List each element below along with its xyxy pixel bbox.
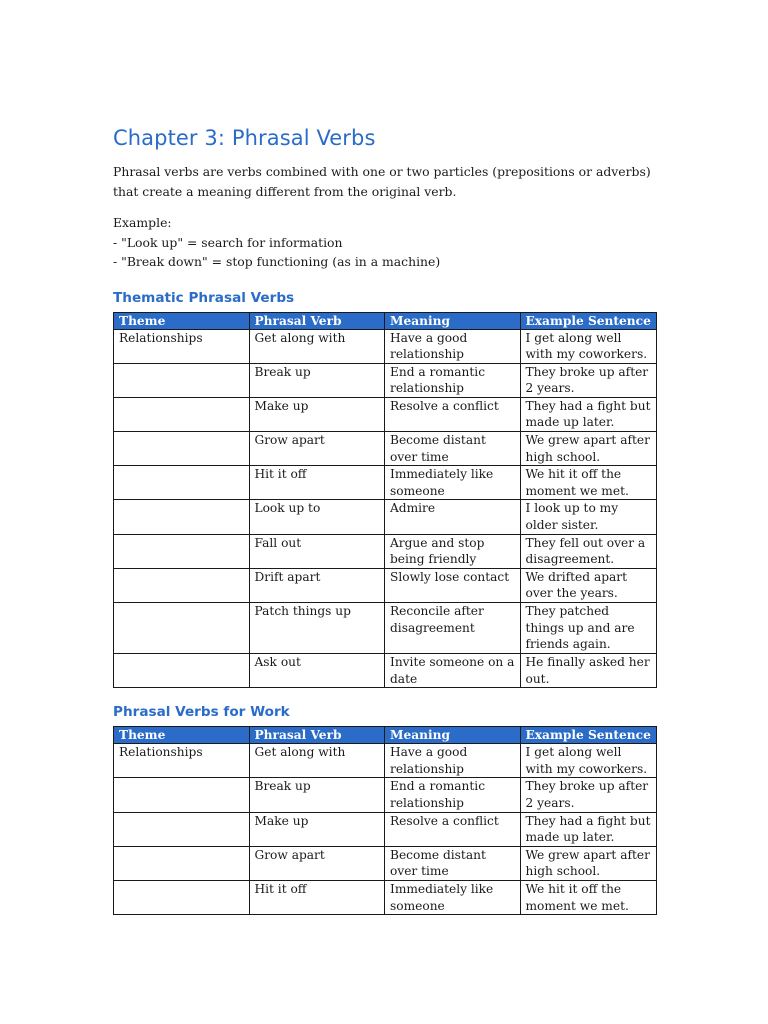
example-sentence-cell: They broke up after 2 years. <box>520 363 657 397</box>
example-sentence-cell: We grew apart after high school. <box>520 432 657 466</box>
phrasal-verb-cell: Fall out <box>249 534 385 568</box>
theme-cell <box>114 466 250 500</box>
phrasal-verb-cell: Break up <box>249 778 385 812</box>
table-header-row <box>114 312 657 329</box>
meaning-cell: End a romantic relationship <box>385 778 521 812</box>
example-sentence-cell: We hit it off the moment we met. <box>520 880 657 914</box>
example-sentence-cell: They patched things up and are friends again. <box>520 603 657 654</box>
example-block <box>113 213 656 272</box>
meaning-cell: Resolve a conflict <box>385 397 521 431</box>
meaning-cell: Have a good relationship <box>385 329 521 363</box>
example-sentence-cell: I look up to my older sister. <box>520 500 657 534</box>
column-header: Theme <box>114 312 250 329</box>
theme-cell <box>114 500 250 534</box>
phrasal-verb-cell: Drift apart <box>249 568 385 602</box>
table-header-row <box>114 727 657 744</box>
table-row <box>114 466 657 500</box>
example-line: - "Break down" = stop functioning (as in a machine) <box>113 254 441 269</box>
column-header: Meaning <box>385 312 521 329</box>
example-sentence-cell: We hit it off the moment we met. <box>520 466 657 500</box>
table-row <box>114 812 657 846</box>
thematic-phrasal-verbs-table <box>113 312 657 689</box>
theme-cell: Relationships <box>114 329 250 363</box>
column-header: Phrasal Verb <box>249 312 385 329</box>
example-sentence-cell: They broke up after 2 years. <box>520 778 657 812</box>
example-label: Example: <box>113 215 172 230</box>
meaning-cell: Invite someone on a date <box>385 654 521 688</box>
phrasal-verb-cell: Look up to <box>249 500 385 534</box>
table-row <box>114 397 657 431</box>
table-row <box>114 880 657 914</box>
section-heading-thematic: Thematic Phrasal Verbs <box>113 289 295 306</box>
work-phrasal-verbs-table <box>113 726 657 915</box>
theme-cell <box>114 654 250 688</box>
column-header: Phrasal Verb <box>249 727 385 744</box>
example-sentence-cell: I get along well with my coworkers. <box>520 744 657 778</box>
example-sentence-cell: They had a fight but made up later. <box>520 812 657 846</box>
phrasal-verb-cell: Grow apart <box>249 846 385 880</box>
theme-cell <box>114 397 250 431</box>
table-row <box>114 603 657 654</box>
theme-cell <box>114 846 250 880</box>
meaning-cell: Immediately like someone <box>385 880 521 914</box>
column-header: Meaning <box>385 727 521 744</box>
meaning-cell: Admire <box>385 500 521 534</box>
theme-cell: Relationships <box>114 744 250 778</box>
meaning-cell: End a romantic relationship <box>385 363 521 397</box>
table-row <box>114 568 657 602</box>
example-line: - "Look up" = search for information <box>113 234 343 250</box>
theme-cell <box>114 363 250 397</box>
meaning-cell: Reconcile after disagreement <box>385 603 521 654</box>
example-sentence-cell: They fell out over a disagreement. <box>520 534 657 568</box>
phrasal-verb-cell: Ask out <box>249 654 385 688</box>
table-row <box>114 846 657 880</box>
meaning-cell: Resolve a conflict <box>385 812 521 846</box>
phrasal-verb-cell: Get along with <box>249 744 385 778</box>
theme-cell <box>114 812 250 846</box>
meaning-cell: Become distant over time <box>385 432 521 466</box>
meaning-cell: Argue and stop being friendly <box>385 534 521 568</box>
table-row <box>114 329 657 363</box>
column-header: Theme <box>114 727 250 744</box>
phrasal-verb-cell: Patch things up <box>249 603 385 654</box>
meaning-cell: Have a good relationship <box>385 744 521 778</box>
table-row <box>114 363 657 397</box>
example-sentence-cell: He finally asked her out. <box>520 654 657 688</box>
example-sentence-cell: We drifted apart over the years. <box>520 568 657 602</box>
table-row <box>114 654 657 688</box>
table-row <box>114 432 657 466</box>
theme-cell <box>114 432 250 466</box>
theme-cell <box>114 534 250 568</box>
intro-paragraph: Phrasal verbs are verbs combined with one or two particles (prepositions or adverbs) that create a meaning different from the original verb. <box>113 164 651 199</box>
phrasal-verb-cell: Grow apart <box>249 432 385 466</box>
phrasal-verb-cell: Make up <box>249 812 385 846</box>
meaning-cell: Slowly lose contact <box>385 568 521 602</box>
theme-cell <box>114 778 250 812</box>
phrasal-verb-cell: Break up <box>249 363 385 397</box>
phrasal-verb-cell: Make up <box>249 397 385 431</box>
section-heading-work: Phrasal Verbs for Work <box>113 704 290 721</box>
meaning-cell: Become distant over time <box>385 846 521 880</box>
theme-cell <box>114 880 250 914</box>
table-row <box>114 778 657 812</box>
meaning-cell: Immediately like someone <box>385 466 521 500</box>
column-header: Example Sentence <box>520 727 657 744</box>
phrasal-verb-cell: Hit it off <box>249 880 385 914</box>
phrasal-verb-cell: Get along with <box>249 329 385 363</box>
theme-cell <box>114 603 250 654</box>
phrasal-verb-cell: Hit it off <box>249 466 385 500</box>
example-sentence-cell: They had a fight but made up later. <box>520 397 657 431</box>
table-row <box>114 534 657 568</box>
example-sentence-cell: I get along well with my coworkers. <box>520 329 657 363</box>
page-title: Chapter 3: Phrasal Verbs <box>113 126 376 150</box>
table-row <box>114 744 657 778</box>
example-sentence-cell: We grew apart after high school. <box>520 846 657 880</box>
table-row <box>114 500 657 534</box>
theme-cell <box>114 568 250 602</box>
column-header: Example Sentence <box>520 312 657 329</box>
